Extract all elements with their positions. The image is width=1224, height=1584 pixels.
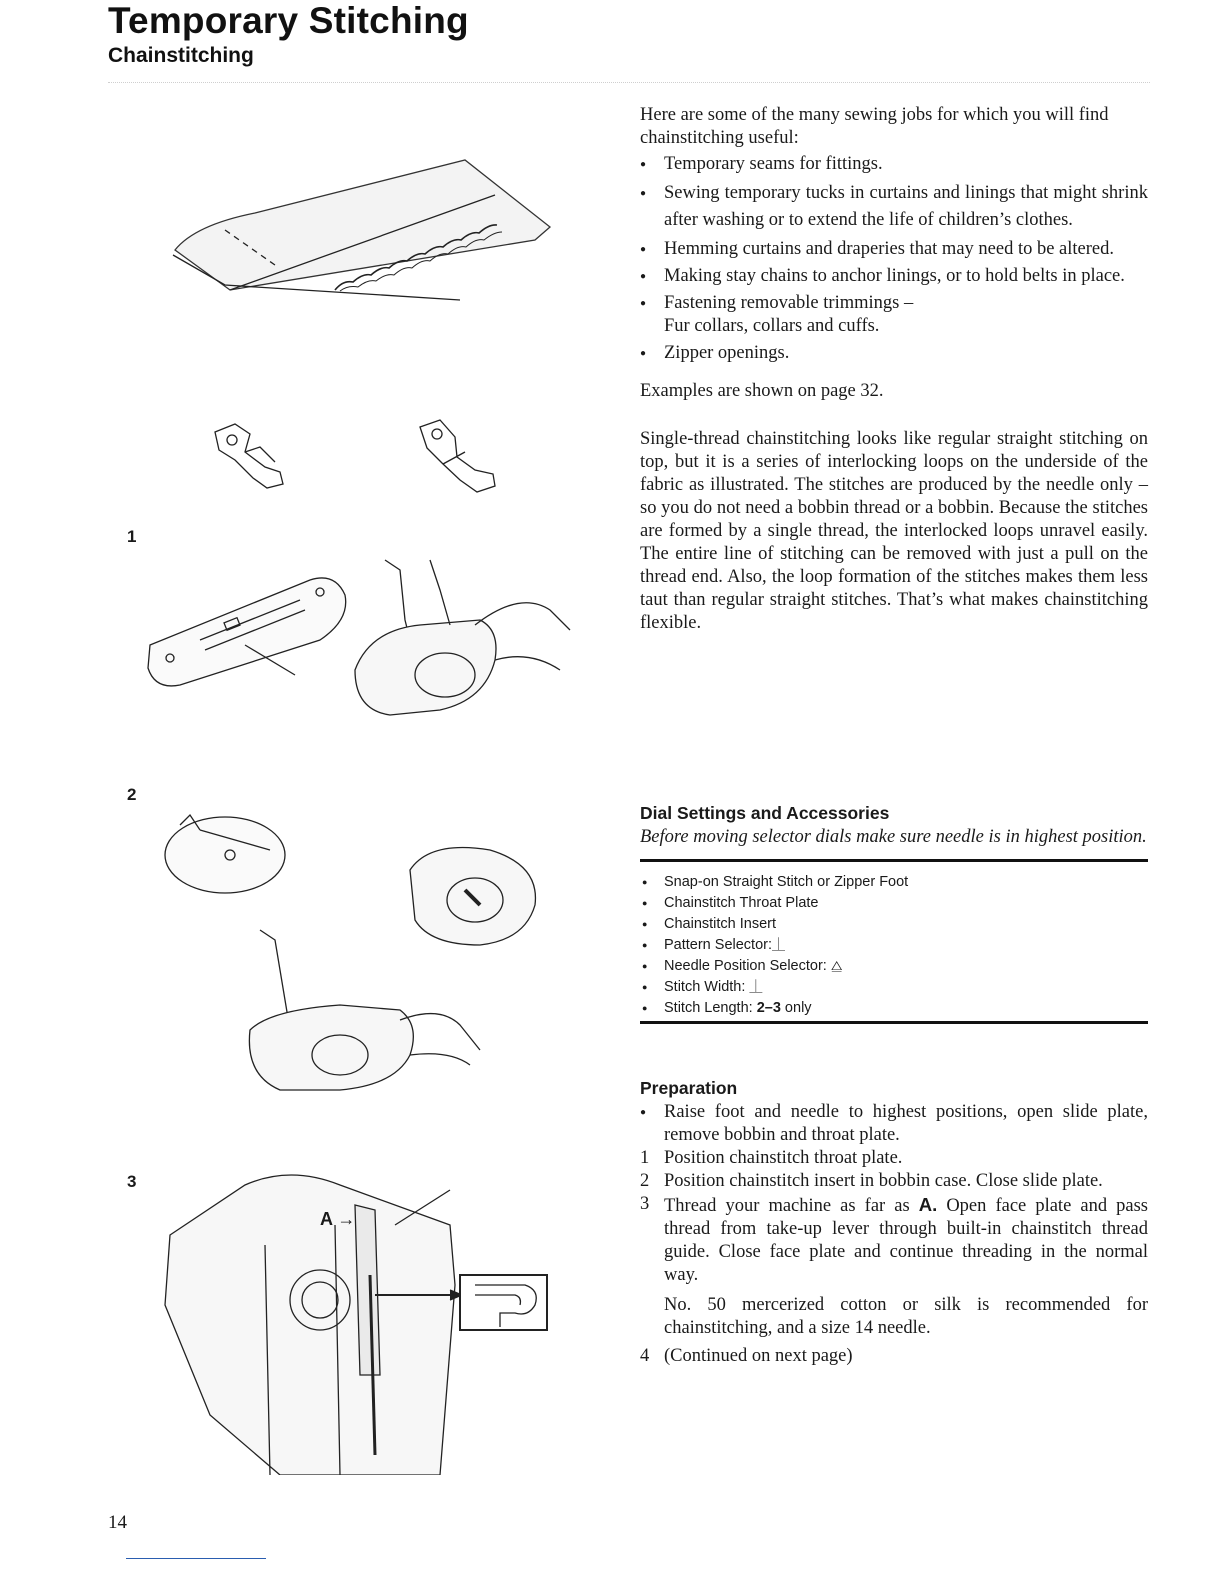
- accessories-list: [640, 872, 1148, 1019]
- stitch-length-label: Stitch Length:: [664, 1000, 757, 1016]
- step-item: [640, 1193, 1148, 1287]
- step-item: [640, 1345, 1148, 1368]
- callout-arrow-icon: →: [337, 1209, 356, 1229]
- step-number: 2: [640, 1171, 650, 1191]
- figure-3-label: 3: [127, 1172, 137, 1191]
- preparation-bullet: [640, 1101, 1148, 1147]
- stitch-width-icon: ⏊: [749, 980, 763, 995]
- list-item: [640, 292, 1148, 338]
- list-item: [640, 956, 1148, 977]
- thread-note: No. 50 mercerized cotton or silk is recommended for chainstitching, and a size 14 needle.: [664, 1295, 1148, 1338]
- uses-list: [640, 153, 1148, 365]
- preparation-section: [640, 1078, 1148, 1368]
- step-number: 4: [640, 1346, 650, 1366]
- step-item: [640, 1147, 1148, 1170]
- presser-foot-illustrations: [205, 412, 515, 502]
- accessories-bottom-rule: [640, 1021, 1148, 1024]
- callout-a-label: A: [320, 1209, 333, 1229]
- examples-text: Examples are shown on page 32.: [640, 381, 884, 401]
- page-title: Temporary Stitching: [108, 0, 469, 41]
- intro-section: [640, 104, 1148, 635]
- step-number: 1: [640, 1148, 650, 1168]
- step-text: Position chainstitch throat plate.: [664, 1148, 903, 1168]
- list-item: ● Raise foot and needle to highest positions, open slide plate, remove bobbin and throat plate.: [640, 1101, 1148, 1147]
- dial-settings-note: Before moving selector dials make sure needle is in highest position.: [640, 827, 1147, 847]
- intro-text: Here are some of the many sewing jobs for which you will find chainstitching useful:: [640, 105, 1109, 148]
- preparation-heading: Preparation: [640, 1078, 738, 1098]
- accessories-top-rule: [640, 859, 1148, 862]
- page-subtitle: Chainstitching: [108, 44, 254, 67]
- dial-settings-heading: Dial Settings and Accessories: [640, 803, 890, 823]
- list-item: ● Zipper openings.: [640, 342, 1148, 365]
- step-number: 3: [640, 1194, 650, 1214]
- figure-2-label: 2: [127, 785, 137, 804]
- step-text: Position chainstitch insert in bobbin case. Close slide plate.: [664, 1171, 1103, 1191]
- list-item: ● Hemming curtains and draperies that may need to be altered.: [640, 238, 1148, 261]
- list-item-text: Stitch Width:: [664, 979, 746, 995]
- preparation-steps: [640, 1147, 1148, 1368]
- step-bold-callout: A.: [918, 1194, 938, 1215]
- footer-line: [126, 1558, 266, 1559]
- pattern-selector-icon: ⏊: [772, 938, 786, 953]
- callout-a: [320, 1209, 355, 1230]
- list-item-continuation: Fur collars, collars and cuffs.: [664, 316, 880, 336]
- step-text: Thread your machine as far as: [664, 1196, 919, 1216]
- needle-position-icon: ⧋: [830, 959, 843, 974]
- list-item-text: Pattern Selector:: [664, 937, 772, 953]
- dial-settings-section: [640, 803, 1148, 1024]
- step-text: (Continued on next page): [664, 1346, 853, 1366]
- step-text-after: Open face plate and pass thread from take-up lever through built-in chainstitch thread guide. Close face plate and continue threading in the normal way.: [664, 1196, 1149, 1285]
- list-item: [640, 998, 1148, 1019]
- figure-1-label: 1: [127, 527, 137, 546]
- list-item: ● Snap-on Straight Stitch or Zipper Foot: [640, 872, 1148, 893]
- list-item: [640, 935, 1148, 956]
- list-item: ● Sewing temporary tucks in curtains and linings that might shrink after washing or to extend the life of children’s clothes.: [640, 180, 1148, 234]
- stitch-length-suffix: only: [780, 1000, 812, 1016]
- thread-note-item: [640, 1294, 1148, 1340]
- page-number: 14: [108, 1512, 127, 1533]
- stitch-length-value: 2–3: [756, 1000, 781, 1016]
- list-item: ● Chainstitch Insert: [640, 914, 1148, 935]
- list-item: ● Making stay chains to anchor linings, or to hold belts in place.: [640, 265, 1148, 288]
- list-item: ● Temporary seams for fittings.: [640, 153, 1148, 176]
- step-item: [640, 1170, 1148, 1193]
- header-divider: [108, 82, 1150, 84]
- description-text: Single-thread chainstitching looks like regular straight stitching on top, but it is a series of interlocking loops on the underside of the fabric as illustrated. The stitches are produced by the needle only – so you do not need a bobbin thread or a bobbin. Because the stitches are formed by a single thread, the interlocked loops unravel easily. The entire line of stitching can be removed with just a pull on the thread end. Also, the loop formation of the stitches makes them less taut than regular straight stitches. That’s what makes chainstitching flexible.: [640, 429, 1148, 633]
- list-item: ● Chainstitch Throat Plate: [640, 893, 1148, 914]
- throat-plate-illustration: [140, 550, 600, 750]
- chainstitch-insert-illustration: [160, 810, 560, 1110]
- list-item-text: Fastening removable trimmings –: [664, 293, 914, 313]
- chainstitch-fabric-illustration: [165, 155, 565, 305]
- list-item: [640, 977, 1148, 998]
- list-item-text: Needle Position Selector:: [664, 958, 827, 974]
